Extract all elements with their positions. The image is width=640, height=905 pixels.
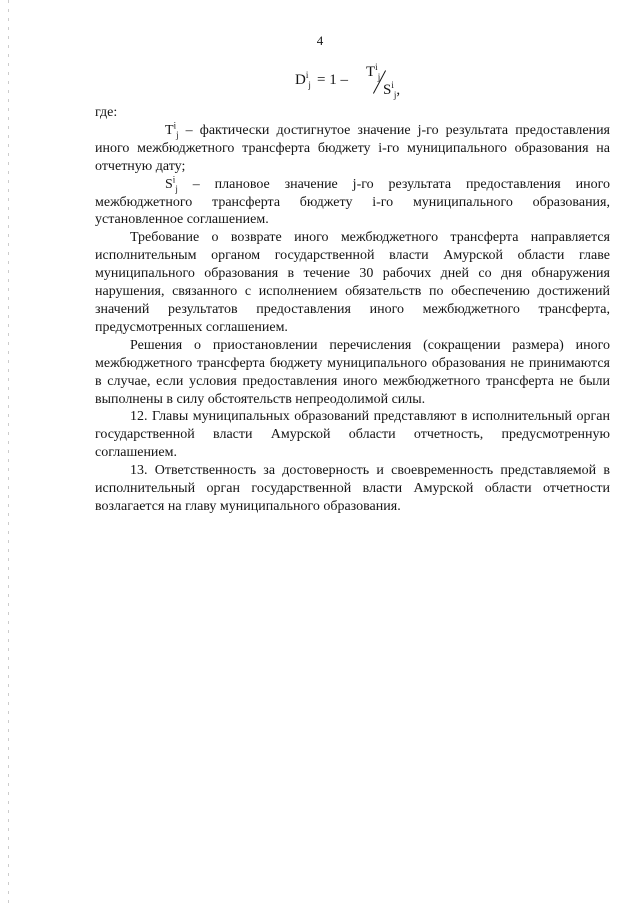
formula-numerator: $T^i_j$: [366, 62, 381, 82]
where-label: где:: [95, 105, 118, 120]
scan-edge-mark: [8, 0, 9, 905]
paragraph-refund-requirement: Требование о возврате иного межбюджетного трансферта направляется исполнительным органом государственной власти Амурской области главе муниципального образования в течение 30 рабочих дней со дня обнаружения нарушения, связанного с исполнением обязательств по обеспечению достижений значений результатов предоставления иного межбюджетного трансферта, предусмотренных соглашением.: [95, 230, 610, 335]
formula-denominator: $S^i_j$,: [383, 80, 401, 100]
paragraph-13-responsibility: 13. Ответственность за достоверность и своевременность представляемой в исполнительный орган государственной власти Амурской области отчетности возлагается на главу муниципального образования.: [95, 463, 610, 514]
document-body: [95, 104, 610, 516]
symbol-t: $T^i_j$: [165, 120, 179, 140]
definition-t: $T^i_j$ – фактически достигнутое значение j-го результата предоставления иного межбюджетного трансферта бюджету i-го муниципального образования на отчетную дату;: [95, 120, 610, 174]
formula: [295, 64, 435, 108]
definition-s: $S^i_j$ – плановое значение j-го результата предоставления иного межбюджетного трансферта бюджету i-го муниципального образования, установленное соглашением.: [95, 173, 610, 228]
formula-equals-one-minus: = 1 –: [317, 72, 348, 88]
formula-lhs: $D^i_j$: [295, 70, 311, 90]
paragraph-12-reporting: 12. Главы муниципальных образований представляют в исполнительный орган государственной власти Амурской области отчетность, предусмотренную соглашением.: [95, 409, 610, 461]
symbol-s: $S^i_j$: [165, 173, 178, 194]
paragraph-suspension-decisions: Решения о приостановлении перечисления (сокращении размера) иного межбюджетного трансферта бюджету муниципального образования не принимаются в случае, если условия предоставления иного межбюджетного трансферта не были выполнены в силу обстоятельств непреодолимой силы.: [95, 337, 610, 407]
page-number: 4: [316, 33, 324, 48]
